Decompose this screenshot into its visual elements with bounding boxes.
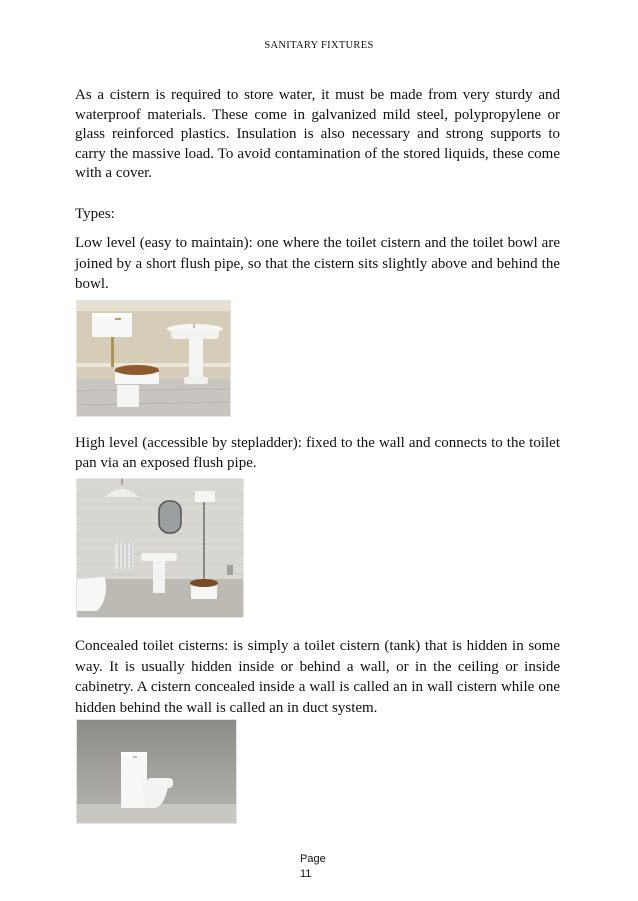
page-label: Page [300, 853, 326, 865]
concealed-paragraph: Concealed toilet cisterns: is simply a toilet cistern (tank) that is hidden in some way. It is usually hidden inside or behind a wall, or in the ceiling or inside cabinetry. A cistern concealed inside a wall is called an in wall cistern while one hidden behind the wall is called an in duct system. [75, 638, 560, 716]
page-number-footer [300, 852, 326, 882]
intro-paragraph: As a cistern is required to store water, it must be made from very sturdy and waterproof materials. These come in galvanized mild steel, polypropylene or glass reinforced plastics. Insulation is also necessary and strong supports to carry the massive load. To avoid contamination of the stored liquids, these come with a cover. [75, 87, 560, 181]
running-header: SANITARY FIXTURES [264, 40, 374, 51]
high-level-toilet-photo [76, 478, 244, 618]
low-level-toilet-photo [76, 300, 231, 417]
concealed-cistern-photo [76, 719, 237, 824]
types-heading: Types: [75, 206, 115, 222]
page-number: 11 [300, 868, 312, 880]
low-level-paragraph: Low level (easy to maintain): one where the toilet cistern and the toilet bowl are joined by a short flush pipe, so that the cistern sits slightly above and behind the bowl. [75, 235, 560, 292]
high-level-paragraph: High level (accessible by stepladder): fixed to the wall and connects to the toilet pan via an exposed flush pipe. [75, 435, 560, 471]
